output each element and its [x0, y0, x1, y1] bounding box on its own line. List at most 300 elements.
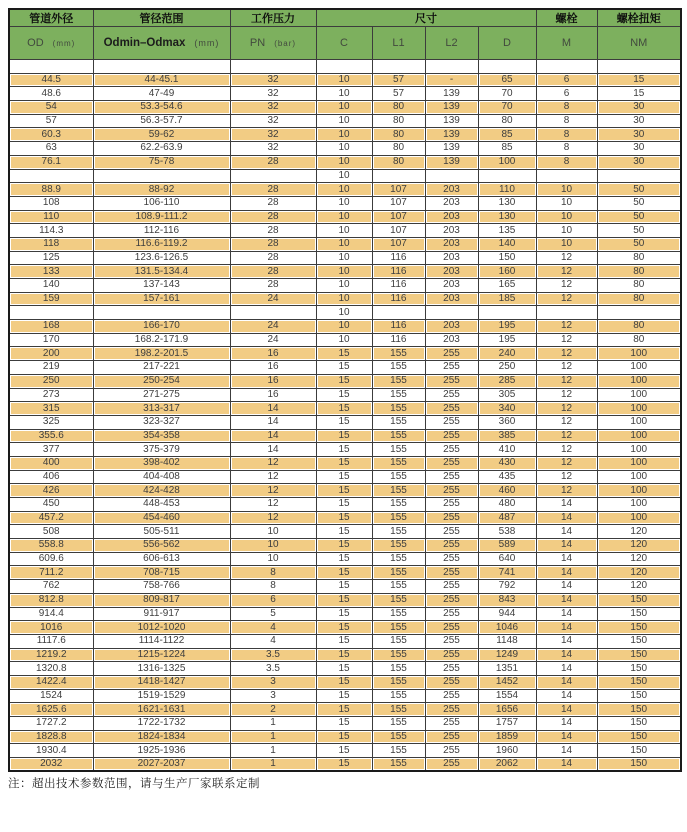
table-cell: 12 [536, 388, 597, 402]
table-cell: 340 [478, 402, 536, 416]
table-cell: 155 [372, 662, 425, 676]
table-cell: 100 [597, 347, 681, 361]
header-c [316, 27, 372, 60]
header-dimensions-group: 尺寸 [316, 9, 536, 27]
table-cell: 118 [9, 237, 93, 251]
table-cell: 15 [316, 634, 372, 648]
header-unit-row [9, 27, 681, 60]
table-cell: 150 [597, 730, 681, 744]
table-cell: 12 [536, 251, 597, 265]
table-cell: 10 [316, 292, 372, 306]
header-od-label: OD [27, 37, 44, 49]
table-cell: 450 [9, 498, 93, 512]
table-cell: 57 [372, 87, 425, 101]
table-cell: 139 [425, 155, 478, 169]
table-cell: 32 [230, 142, 316, 156]
table-row [9, 689, 681, 703]
table-cell: 10 [316, 306, 372, 320]
table-cell: 100 [597, 374, 681, 388]
table-cell: 255 [425, 552, 478, 566]
table-cell: 32 [230, 73, 316, 87]
table-row [9, 607, 681, 621]
table-cell: 155 [372, 525, 425, 539]
table-row [9, 128, 681, 142]
table-cell: 255 [425, 703, 478, 717]
table-cell: 203 [425, 279, 478, 293]
header-bolt-torque-group: 螺栓扭矩 [597, 9, 681, 27]
table-cell: 10 [316, 183, 372, 197]
table-cell: 155 [372, 580, 425, 594]
header-odmin-odmax-label: Odmin–Odmax [103, 37, 186, 49]
table-cell: 448-453 [93, 498, 230, 512]
table-cell: 14 [536, 621, 597, 635]
table-cell: 10 [316, 251, 372, 265]
table-cell: 8 [536, 128, 597, 142]
table-cell: 2 [230, 703, 316, 717]
table-row [9, 361, 681, 375]
table-cell: 708-715 [93, 566, 230, 580]
table-cell: 80 [372, 114, 425, 128]
table-cell: 1824-1834 [93, 730, 230, 744]
table-cell: 255 [425, 730, 478, 744]
header-l1 [372, 27, 425, 60]
header-nm [597, 27, 681, 60]
table-cell: 12 [536, 333, 597, 347]
table-cell: 15 [316, 621, 372, 635]
table-cell: 50 [597, 196, 681, 210]
table-cell: 1859 [478, 730, 536, 744]
table-cell: 15 [316, 511, 372, 525]
table-cell: 168.2-171.9 [93, 333, 230, 347]
header-pn [230, 27, 316, 60]
table-cell: 15 [316, 675, 372, 689]
table-cell: 12 [536, 443, 597, 457]
table-cell: 10 [316, 128, 372, 142]
table-row [9, 511, 681, 525]
table-cell: 14 [536, 744, 597, 758]
table-cell: 14 [536, 498, 597, 512]
table-row [9, 566, 681, 580]
table-cell: 150 [597, 744, 681, 758]
table-cell: 70 [478, 101, 536, 115]
table-cell: 255 [425, 744, 478, 758]
table-cell: 63 [9, 142, 93, 156]
table-cell: 155 [372, 758, 425, 772]
table-cell: 15 [316, 484, 372, 498]
table-cell: 200 [9, 347, 93, 361]
table-cell: 12 [536, 456, 597, 470]
table-cell: 8 [230, 566, 316, 580]
table-cell: 10 [316, 279, 372, 293]
table-cell: 137-143 [93, 279, 230, 293]
table-cell: 70 [478, 87, 536, 101]
table-row [9, 155, 681, 169]
table-cell: 80 [597, 292, 681, 306]
table-cell: 1656 [478, 703, 536, 717]
table-cell: 255 [425, 525, 478, 539]
table-cell: 14 [536, 593, 597, 607]
table-cell: 5 [230, 607, 316, 621]
table-cell: 6 [230, 593, 316, 607]
table-cell: 15 [316, 703, 372, 717]
table-cell: 508 [9, 525, 93, 539]
table-cell: 1554 [478, 689, 536, 703]
table-cell: 47-49 [93, 87, 230, 101]
table-cell: 1 [230, 730, 316, 744]
table-cell: 487 [478, 511, 536, 525]
table-cell: 15 [316, 689, 372, 703]
table-cell: 139 [425, 101, 478, 115]
table-cell: 107 [372, 183, 425, 197]
table-cell [478, 306, 536, 320]
table-cell: 157-161 [93, 292, 230, 306]
table-cell: 4 [230, 621, 316, 635]
header-odmin-odmax-unit: (mm) [194, 38, 220, 48]
table-cell: 140 [9, 279, 93, 293]
table-row [9, 744, 681, 758]
table-cell: 60.3 [9, 128, 93, 142]
table-cell: 1117.6 [9, 634, 93, 648]
table-cell: 14 [230, 402, 316, 416]
table-cell: 16 [230, 347, 316, 361]
table-cell: 255 [425, 648, 478, 662]
table-cell: 150 [478, 251, 536, 265]
table-cell: 15 [316, 374, 372, 388]
table-row [9, 539, 681, 553]
table-cell: 155 [372, 347, 425, 361]
table-cell: 76.1 [9, 155, 93, 169]
table-cell: 50 [597, 210, 681, 224]
table-cell: 30 [597, 101, 681, 115]
table-cell: 155 [372, 648, 425, 662]
table-cell: 15 [316, 566, 372, 580]
table-header [9, 9, 681, 60]
table-cell: 107 [372, 210, 425, 224]
table-cell: 155 [372, 552, 425, 566]
table-cell: 809-817 [93, 593, 230, 607]
table-cell: 15 [316, 648, 372, 662]
table-cell: 80 [372, 101, 425, 115]
table-cell: 460 [478, 484, 536, 498]
table-cell: 255 [425, 580, 478, 594]
table-cell: 10 [316, 210, 372, 224]
table-cell: 50 [597, 183, 681, 197]
header-group-row [9, 9, 681, 27]
table-row [9, 347, 681, 361]
table-cell: 609.6 [9, 552, 93, 566]
table-cell: 203 [425, 237, 478, 251]
table-cell: 14 [536, 566, 597, 580]
table-cell: 1452 [478, 675, 536, 689]
table-cell: 12 [536, 292, 597, 306]
table-cell: 10 [316, 196, 372, 210]
table-cell: 12 [536, 415, 597, 429]
table-cell: 28 [230, 265, 316, 279]
table-cell: 108.9-111.2 [93, 210, 230, 224]
table-cell: 911-917 [93, 607, 230, 621]
table-cell: 14 [536, 525, 597, 539]
table-cell: 14 [536, 648, 597, 662]
table-cell: 255 [425, 717, 478, 731]
header-od-unit: (mm) [52, 39, 76, 48]
table-cell: 1925-1936 [93, 744, 230, 758]
pipe-spec-table [8, 8, 682, 772]
table-cell: 107 [372, 224, 425, 238]
table-cell: 12 [536, 429, 597, 443]
table-cell: 255 [425, 662, 478, 676]
table-cell [9, 169, 93, 183]
table-row [9, 580, 681, 594]
header-l2 [425, 27, 478, 60]
table-cell [230, 169, 316, 183]
table-cell: 155 [372, 388, 425, 402]
table-cell: 255 [425, 374, 478, 388]
table-cell: 1351 [478, 662, 536, 676]
table-cell: 114.3 [9, 224, 93, 238]
table-cell: 15 [316, 730, 372, 744]
table-cell: 166-170 [93, 320, 230, 334]
table-cell: 203 [425, 183, 478, 197]
table-row [9, 758, 681, 772]
table-cell: 15 [316, 361, 372, 375]
table-cell: 255 [425, 484, 478, 498]
table-cell: 315 [9, 402, 93, 416]
table-cell: 116 [372, 292, 425, 306]
table-cell: 170 [9, 333, 93, 347]
table-cell: 741 [478, 566, 536, 580]
table-cell: 80 [597, 251, 681, 265]
table-cell [372, 60, 425, 74]
table-cell: 812.8 [9, 593, 93, 607]
table-cell: 155 [372, 730, 425, 744]
table-cell: 100 [597, 498, 681, 512]
table-cell: 135 [478, 224, 536, 238]
table-row [9, 662, 681, 676]
table-cell: 424-428 [93, 484, 230, 498]
table-row [9, 675, 681, 689]
table-cell: 12 [230, 511, 316, 525]
table-cell: 375-379 [93, 443, 230, 457]
table-cell: 10 [316, 333, 372, 347]
table-cell: 14 [536, 717, 597, 731]
table-cell: 10 [536, 196, 597, 210]
table-cell: 10 [230, 552, 316, 566]
table-cell: 255 [425, 593, 478, 607]
table-cell: 110 [478, 183, 536, 197]
table-cell: 120 [597, 580, 681, 594]
table-cell [597, 306, 681, 320]
table-row [9, 374, 681, 388]
table-cell: 44-45.1 [93, 73, 230, 87]
table-cell: 150 [597, 648, 681, 662]
table-cell: 255 [425, 758, 478, 772]
table-cell: 24 [230, 292, 316, 306]
table-cell: 100 [597, 443, 681, 457]
table-cell: 377 [9, 443, 93, 457]
table-cell: 140 [478, 237, 536, 251]
table-cell: 15 [316, 456, 372, 470]
table-cell: 150 [597, 662, 681, 676]
table-cell: 1046 [478, 621, 536, 635]
table-cell: 14 [536, 607, 597, 621]
table-cell: 8 [230, 580, 316, 594]
table-cell: 250 [478, 361, 536, 375]
table-cell: 80 [372, 128, 425, 142]
table-cell: 85 [478, 142, 536, 156]
table-cell: 16 [230, 361, 316, 375]
table-row [9, 196, 681, 210]
table-cell: 255 [425, 388, 478, 402]
table-cell: 15 [316, 607, 372, 621]
table-cell: 1114-1122 [93, 634, 230, 648]
table-row [9, 320, 681, 334]
table-cell: 155 [372, 607, 425, 621]
table-row [9, 621, 681, 635]
table-cell: 1422.4 [9, 675, 93, 689]
table-cell: 12 [536, 320, 597, 334]
table-row [9, 634, 681, 648]
table-cell: 57 [372, 73, 425, 87]
table-cell: 12 [230, 456, 316, 470]
table-cell [372, 306, 425, 320]
table-cell: 80 [597, 265, 681, 279]
table-row [9, 73, 681, 87]
table-cell: 110 [9, 210, 93, 224]
table-cell: 155 [372, 566, 425, 580]
table-cell: 100 [597, 484, 681, 498]
table-row [9, 402, 681, 416]
table-cell: 155 [372, 361, 425, 375]
table-cell: 100 [597, 388, 681, 402]
table-cell [230, 306, 316, 320]
table-cell: 155 [372, 717, 425, 731]
table-cell: 203 [425, 333, 478, 347]
table-cell: 48.6 [9, 87, 93, 101]
table-cell: 12 [536, 265, 597, 279]
table-row [9, 142, 681, 156]
table-cell: 255 [425, 361, 478, 375]
table-cell: 28 [230, 251, 316, 265]
table-cell: 3.5 [230, 662, 316, 676]
table-cell: 14 [536, 552, 597, 566]
table-cell: 203 [425, 210, 478, 224]
table-cell: 155 [372, 539, 425, 553]
header-l2-label: L2 [445, 37, 458, 49]
table-cell: 195 [478, 333, 536, 347]
table-cell: 150 [597, 621, 681, 635]
table-cell [536, 169, 597, 183]
table-cell: 354-358 [93, 429, 230, 443]
table-cell: 255 [425, 689, 478, 703]
table-cell: 14 [536, 511, 597, 525]
table-cell: 12 [536, 484, 597, 498]
table-cell: 15 [597, 73, 681, 87]
table-cell: 15 [597, 87, 681, 101]
table-row [9, 388, 681, 402]
table-cell: 1016 [9, 621, 93, 635]
table-cell: 1 [230, 758, 316, 772]
table-row [9, 730, 681, 744]
table-cell: 323-327 [93, 415, 230, 429]
table-cell: 155 [372, 470, 425, 484]
table-cell: 85 [478, 128, 536, 142]
table-cell [425, 306, 478, 320]
table-row [9, 292, 681, 306]
header-nm-label: NM [630, 37, 648, 49]
table-cell: 271-275 [93, 388, 230, 402]
table-cell: 15 [316, 662, 372, 676]
table-cell: 80 [372, 142, 425, 156]
table-cell: 2027-2037 [93, 758, 230, 772]
header-od [9, 27, 93, 60]
table-cell: 88-92 [93, 183, 230, 197]
table-cell: 150 [597, 758, 681, 772]
table-cell: 457.2 [9, 511, 93, 525]
table-cell: 53.3-54.6 [93, 101, 230, 115]
table-cell: 944 [478, 607, 536, 621]
table-cell: 16 [230, 374, 316, 388]
table-cell: 1012-1020 [93, 621, 230, 635]
table-cell: 80 [478, 114, 536, 128]
table-cell [597, 60, 681, 74]
table-cell: 150 [597, 607, 681, 621]
table-cell: 203 [425, 320, 478, 334]
table-row [9, 429, 681, 443]
table-cell: 139 [425, 128, 478, 142]
table-cell: 8 [536, 114, 597, 128]
table-cell: 159 [9, 292, 93, 306]
table-cell: 80 [597, 279, 681, 293]
table-cell: 15 [316, 580, 372, 594]
table-cell [372, 169, 425, 183]
table-cell: 155 [372, 511, 425, 525]
table-cell: 100 [478, 155, 536, 169]
table-cell: 116 [372, 333, 425, 347]
table-cell: 15 [316, 443, 372, 457]
table-cell: 80 [597, 333, 681, 347]
table-cell: 406 [9, 470, 93, 484]
table-cell: 410 [478, 443, 536, 457]
table-cell: 255 [425, 470, 478, 484]
table-cell: 203 [425, 265, 478, 279]
table-row [9, 265, 681, 279]
table-row [9, 703, 681, 717]
table-cell: 107 [372, 196, 425, 210]
table-row [9, 484, 681, 498]
table-cell: 217-221 [93, 361, 230, 375]
table-cell: 88.9 [9, 183, 93, 197]
table-cell: 15 [316, 593, 372, 607]
table-cell: 12 [536, 279, 597, 293]
table-cell: 24 [230, 333, 316, 347]
table-row [9, 101, 681, 115]
table-cell: 139 [425, 87, 478, 101]
table-cell: 108 [9, 196, 93, 210]
table-cell: 12 [536, 402, 597, 416]
table-cell: 15 [316, 388, 372, 402]
table-cell: 15 [316, 525, 372, 539]
table-cell: 1621-1631 [93, 703, 230, 717]
table-cell: 8 [536, 101, 597, 115]
table-cell: 10 [316, 114, 372, 128]
table-cell: 203 [425, 224, 478, 238]
table-cell: 15 [316, 347, 372, 361]
table-cell: 116 [372, 265, 425, 279]
table-cell: 155 [372, 498, 425, 512]
table-cell: 14 [230, 443, 316, 457]
table-cell: 116 [372, 251, 425, 265]
table-cell: 305 [478, 388, 536, 402]
